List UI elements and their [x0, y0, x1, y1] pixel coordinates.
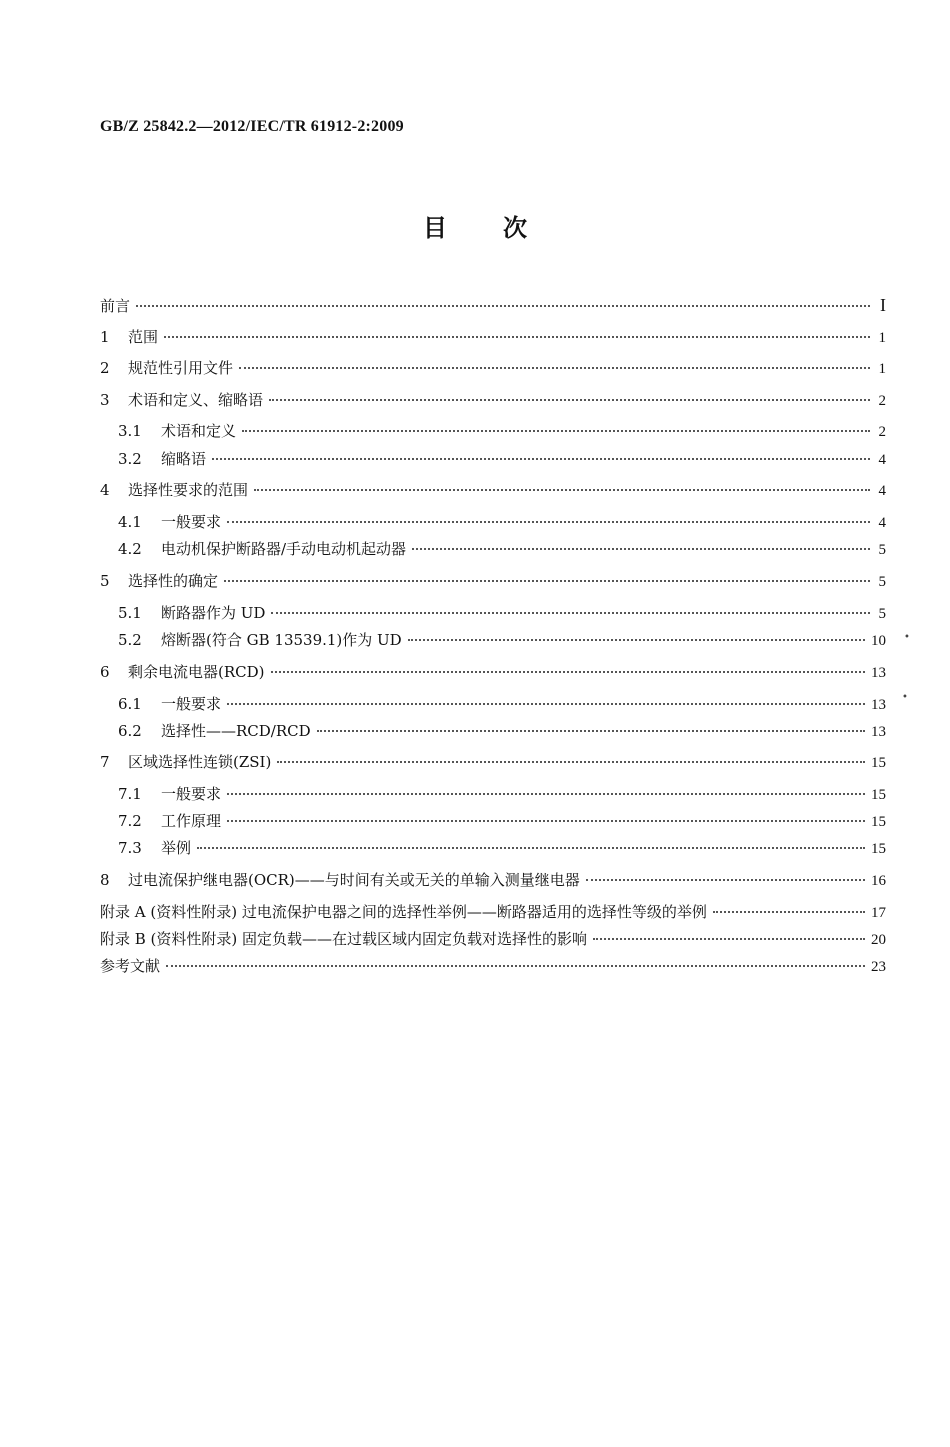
dot-leader — [586, 879, 865, 881]
toc-entry-page: 2 — [878, 393, 886, 409]
toc-entry-label: 前言 — [100, 297, 131, 315]
dot-leader — [713, 911, 865, 913]
toc-entry-page: 20 — [871, 932, 886, 948]
toc-entry-label: 剩余电流电器(RCD) — [128, 663, 265, 681]
toc-entry-number: 7.1 — [118, 785, 142, 803]
toc-entry-annex-b[interactable] — [100, 928, 886, 950]
dot-leader — [227, 820, 865, 822]
toc-entry-7-3[interactable] — [118, 837, 886, 859]
dot-leader — [242, 430, 870, 432]
dot-leader — [239, 367, 870, 369]
toc-entry-number: 2 — [100, 359, 110, 377]
dot-leader — [271, 671, 865, 673]
toc-entry-3-2[interactable] — [118, 448, 886, 470]
dot-leader — [224, 580, 870, 582]
toc-entry-page: I — [880, 295, 886, 315]
page-title-part1: 目 — [423, 214, 447, 242]
toc-entry-page: 4 — [878, 483, 886, 499]
toc-entry-5[interactable] — [100, 570, 886, 592]
toc-entry-number: 7.2 — [118, 812, 142, 830]
dot-leader — [227, 793, 865, 795]
dot-leader — [412, 548, 870, 550]
toc-entry-number: 6.1 — [118, 695, 142, 713]
toc-entry-page: 15 — [871, 787, 886, 803]
document-code-header: GB/Z 25842.2—2012/IEC/TR 61912-2:2009 — [100, 118, 404, 135]
scan-speck: • — [902, 692, 908, 703]
toc-entry-page: 17 — [871, 905, 886, 921]
toc-entry-label: 术语和定义 — [161, 422, 237, 440]
toc-entry-6-1[interactable] — [118, 693, 886, 715]
dot-leader — [166, 965, 865, 967]
toc-entry-page: 4 — [878, 452, 886, 468]
toc-entry-page: 1 — [878, 361, 886, 377]
page-title-part2: 次 — [503, 214, 527, 242]
toc-entry-label: 选择性要求的范围 — [128, 481, 249, 499]
page-title — [0, 208, 950, 243]
toc-entry-label: 规范性引用文件 — [128, 359, 234, 377]
toc-entry-label: 一般要求 — [161, 785, 222, 803]
toc-entry-page: 13 — [871, 724, 886, 740]
toc-entry-page: 15 — [871, 841, 886, 857]
dot-leader — [227, 703, 865, 705]
toc-entry-label: 区域选择性连锁(ZSI) — [128, 753, 272, 771]
toc-entry-number: 4 — [100, 481, 110, 499]
toc-entry-number: 7.3 — [118, 839, 142, 857]
toc-entry-page: 4 — [878, 515, 886, 531]
toc-entry-label: 范围 — [128, 328, 159, 346]
toc-entry-page: 1 — [878, 330, 886, 346]
toc-entry-page: 10 — [871, 633, 886, 649]
toc-entry-label: 附录 A (资料性附录) 过电流保护电器之间的选择性举例——断路器适用的选择性等级的举例 — [100, 903, 707, 921]
toc-entry-page: 13 — [871, 697, 886, 713]
toc-entry-page: 15 — [871, 755, 886, 771]
toc-entry-4-2[interactable] — [118, 538, 886, 560]
toc-entry-number: 7 — [100, 753, 110, 771]
toc-entry-7-1[interactable] — [118, 783, 886, 805]
toc-entry-3[interactable] — [100, 389, 886, 411]
toc-entry-label: 一般要求 — [161, 695, 222, 713]
dot-leader — [212, 458, 870, 460]
dot-leader — [164, 336, 870, 338]
dot-leader — [197, 847, 865, 849]
toc-entry-label: 过电流保护继电器(OCR)——与时间有关或无关的单输入测量继电器 — [128, 871, 580, 889]
toc-entry-number: 5.2 — [118, 631, 142, 649]
toc-entry-number: 4.1 — [118, 513, 142, 531]
dot-leader — [269, 399, 870, 401]
toc-entry-number: 4.2 — [118, 540, 142, 558]
toc-entry-label: 缩略语 — [161, 450, 207, 468]
toc-entry-number: 3.1 — [118, 422, 142, 440]
toc-entry-page: 5 — [878, 574, 886, 590]
toc-entry-6-2[interactable] — [118, 720, 886, 742]
toc-entry-4[interactable] — [100, 479, 886, 501]
toc-entry-foreword[interactable] — [100, 294, 886, 316]
toc-entry-number: 5 — [100, 572, 110, 590]
toc-entry-annex-a[interactable] — [100, 901, 886, 923]
dot-leader — [254, 489, 870, 491]
toc-entry-4-1[interactable] — [118, 511, 886, 533]
toc-entry-7[interactable] — [100, 751, 886, 773]
toc-entry-number: 1 — [100, 328, 110, 346]
toc-entry-label: 附录 B (资料性附录) 固定负载——在过载区域内固定负载对选择性的影响 — [100, 930, 588, 948]
dot-leader — [277, 761, 865, 763]
toc-entry-label: 术语和定义、缩略语 — [128, 391, 264, 409]
toc-entry-2[interactable] — [100, 357, 886, 379]
toc-entry-label: 参考文献 — [100, 957, 161, 975]
toc-entry-number: 6.2 — [118, 722, 142, 740]
toc-entry-label: 选择性——RCD/RCD — [161, 722, 311, 740]
toc-entry-page: 16 — [871, 873, 886, 889]
toc-entry-label: 电动机保护断路器/手动电动机起动器 — [161, 540, 407, 558]
toc-entry-number: 5.1 — [118, 604, 142, 622]
toc-entry-bibliography[interactable] — [100, 955, 886, 977]
dot-leader — [227, 521, 870, 523]
toc-entry-page: 5 — [878, 542, 886, 558]
toc-entry-1[interactable] — [100, 326, 886, 348]
toc-entry-page: 23 — [871, 959, 886, 975]
toc-entry-label: 断路器作为 UD — [161, 604, 266, 622]
toc-entry-page: 5 — [878, 606, 886, 622]
toc-entry-5-1[interactable] — [118, 602, 886, 624]
dot-leader — [271, 612, 870, 614]
toc-entry-number: 3.2 — [118, 450, 142, 468]
dot-leader — [408, 639, 865, 641]
toc-entry-label: 举例 — [161, 839, 192, 857]
toc-entry-label: 一般要求 — [161, 513, 222, 531]
toc-entry-6[interactable] — [100, 661, 886, 683]
toc-entry-number: 3 — [100, 391, 110, 409]
toc-entry-8[interactable] — [100, 869, 886, 891]
dot-leader — [593, 938, 865, 940]
toc-entry-page: 2 — [878, 424, 886, 440]
toc-entry-5-2[interactable] — [118, 629, 886, 651]
toc-entry-7-2[interactable] — [118, 810, 886, 832]
toc-entry-number: 8 — [100, 871, 110, 889]
toc-entry-label: 工作原理 — [161, 812, 222, 830]
toc-entry-label: 熔断器(符合 GB 13539.1)作为 UD — [161, 631, 402, 649]
toc-entry-page: 13 — [871, 665, 886, 681]
scan-speck: • — [904, 632, 910, 643]
toc-entry-label: 选择性的确定 — [128, 572, 219, 590]
dot-leader — [136, 305, 870, 307]
toc-entry-number: 6 — [100, 663, 110, 681]
dot-leader — [317, 730, 865, 732]
toc-entry-page: 15 — [871, 814, 886, 830]
toc-entry-3-1[interactable] — [118, 420, 886, 442]
